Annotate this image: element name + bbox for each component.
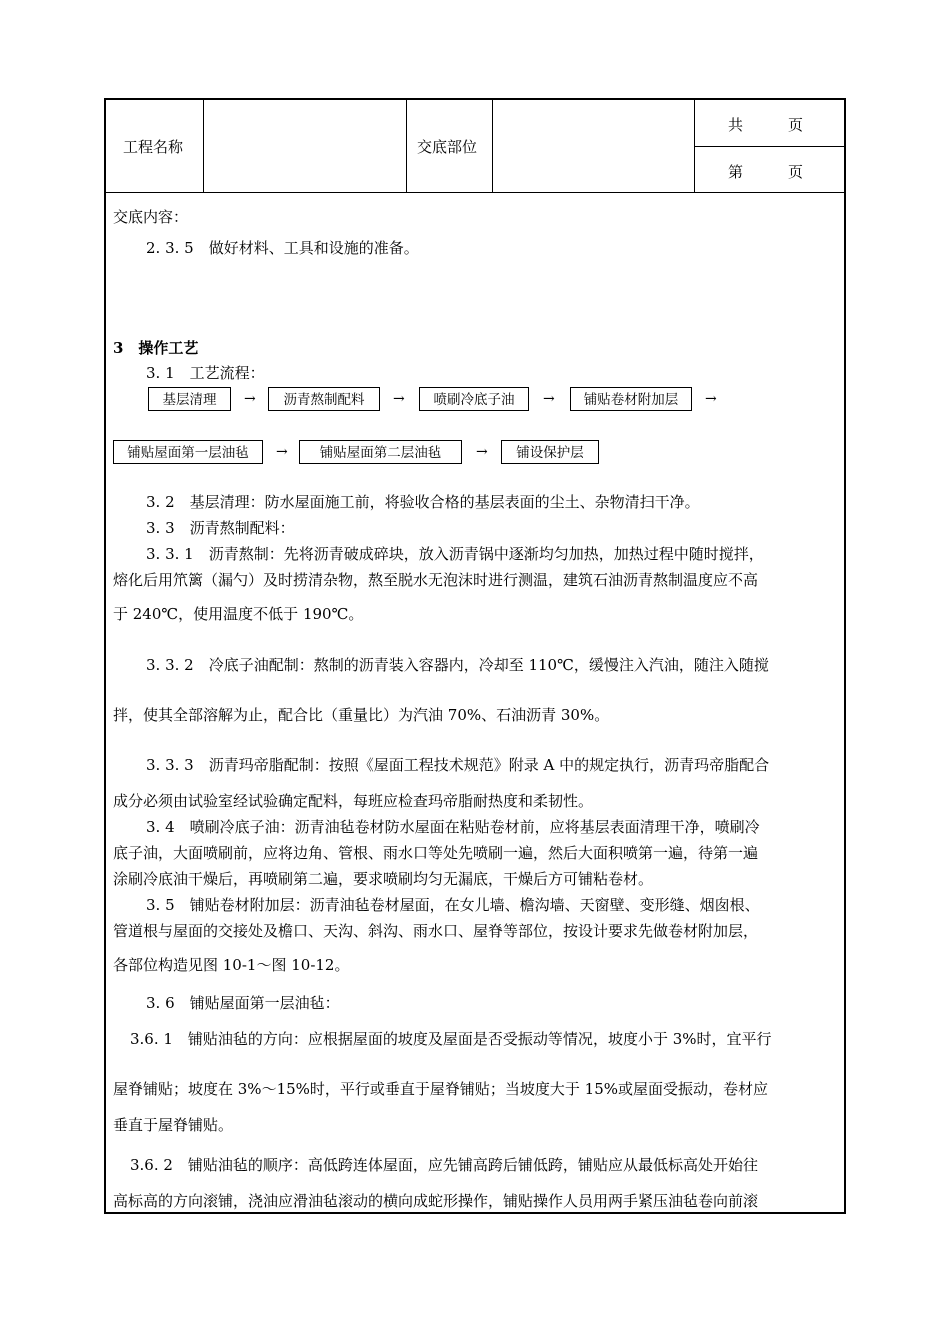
flow-step: 铺贴屋面第一层油毡	[113, 440, 263, 464]
arrow-icon: →	[476, 444, 488, 460]
project-name-label: 工程名称	[123, 138, 184, 156]
para-2-3-5: 2. 3. 5 做好材料、工具和设施的准备。	[146, 239, 419, 257]
intro-label: 交底内容：	[113, 208, 189, 226]
header-divider	[694, 146, 844, 147]
header-divider	[492, 100, 493, 192]
para-3-2: 3. 2 基层清理：防水屋面施工前，将验收合格的基层表面的尘土、杂物清扫干净。	[146, 493, 700, 511]
para-3-3-1-line: 于 240℃，使用温度不低于 190℃。	[113, 605, 364, 623]
para-3-6-1-line: 3.6. 1 铺贴油毡的方向：应根据屋面的坡度及屋面是否受振动等情况，坡度小于 3%时，宜平行	[130, 1030, 772, 1048]
arrow-icon: →	[543, 391, 555, 407]
para-3-5-line: 3. 5 铺贴卷材附加层：沥青油毡卷材屋面，在女儿墙、檐沟墙、天窗壁、变形缝、烟囱根、	[146, 896, 760, 914]
para-3-4-line: 3. 4 喷刷冷底子油：沥青油毡卷材防水屋面在粘贴卷材前，应将基层表面清理干净，喷刷冷	[146, 818, 760, 836]
para-3-6-2-line: 3.6. 2 铺贴油毡的顺序：高低跨连体屋面，应先铺高跨后铺低跨，铺贴应从最低标高处开始往	[130, 1156, 758, 1174]
para-3-6: 3. 6 铺贴屋面第一层油毡：	[146, 994, 340, 1012]
flow-step: 基层清理	[148, 387, 231, 411]
para-3-5-line: 管道根与屋面的交接处及檐口、天沟、斜沟、雨水口、屋脊等部位，按设计要求先做卷材附加层，	[113, 922, 759, 940]
flow-step: 铺设保护层	[501, 440, 599, 464]
header-divider	[406, 100, 407, 192]
para-3-6-1-line: 垂直于屋脊铺贴。	[113, 1116, 234, 1134]
para-3-3-3-line: 成分必须由试验室经试验确定配料，每班应检查玛帝脂耐热度和柔韧性。	[113, 792, 594, 810]
para-3-3-1-line: 3. 3. 1 沥青熬制：先将沥青破成碎块，放入沥青锅中逐渐均匀加热，加热过程中随时搅拌，	[146, 545, 764, 563]
arrow-icon: →	[244, 391, 256, 407]
total-pages: 共 页	[728, 116, 804, 134]
para-3-6-2-line: 高标高的方向滚铺，浇油应滑油毡滚动的横向成蛇形操作，铺贴操作人员用两手紧压油毡卷向前滚	[113, 1192, 759, 1210]
arrow-icon: →	[393, 391, 405, 407]
header-table	[106, 100, 844, 193]
section-3-heading: 3 操作工艺	[113, 339, 199, 357]
document-frame	[104, 98, 846, 1214]
flow-step: 沥青熬制配料	[268, 387, 380, 411]
flow-step: 喷刷冷底子油	[419, 387, 529, 411]
para-3-3-2-line: 3. 3. 2 冷底子油配制：熬制的沥青装入容器内，冷却至 110℃，缓慢注入汽油，随注入随搅	[146, 656, 769, 674]
flow-step: 铺贴卷材附加层	[570, 387, 692, 411]
para-3-4-line: 底子油，大面喷刷前，应将边角、管根、雨水口等处先喷刷一遍，然后大面积喷第一遍，待第一遍	[113, 844, 759, 862]
header-divider	[203, 100, 204, 192]
para-3-4-line: 涂刷冷底油干燥后，再喷刷第二遍，要求喷刷均匀无漏底，干燥后方可铺粘卷材。	[113, 870, 654, 888]
page-number: 第 页	[728, 163, 804, 181]
para-3-3: 3. 3 沥青熬制配料：	[146, 519, 295, 537]
arrow-icon: →	[705, 391, 717, 407]
para-3-6-1-line: 屋脊铺贴；坡度在 3%～15%时，平行或垂直于屋脊铺贴；当坡度大于 15%或屋面受振动，卷材应	[113, 1080, 769, 1098]
para-3-3-3-line: 3. 3. 3 沥青玛帝脂配制：按照《屋面工程技术规范》附录 A 中的规定执行，沥青玛帝脂配合	[146, 756, 770, 774]
section-3-1-heading: 3. 1 工艺流程：	[146, 364, 265, 382]
flow-step: 铺贴屋面第二层油毡	[299, 440, 462, 464]
para-3-3-1-line: 熔化后用笊篱（漏勺）及时捞清杂物，熬至脱水无泡沫时进行测温，建筑石油沥青熬制温度应不高	[113, 571, 759, 589]
arrow-icon: →	[276, 444, 288, 460]
para-3-3-2-line: 拌，使其全部溶解为止，配合比（重量比）为汽油 70%、石油沥青 30%。	[113, 706, 610, 724]
para-3-5-line: 各部位构造见图 10-1～图 10-12。	[113, 956, 350, 974]
location-label: 交底部位	[417, 138, 478, 156]
